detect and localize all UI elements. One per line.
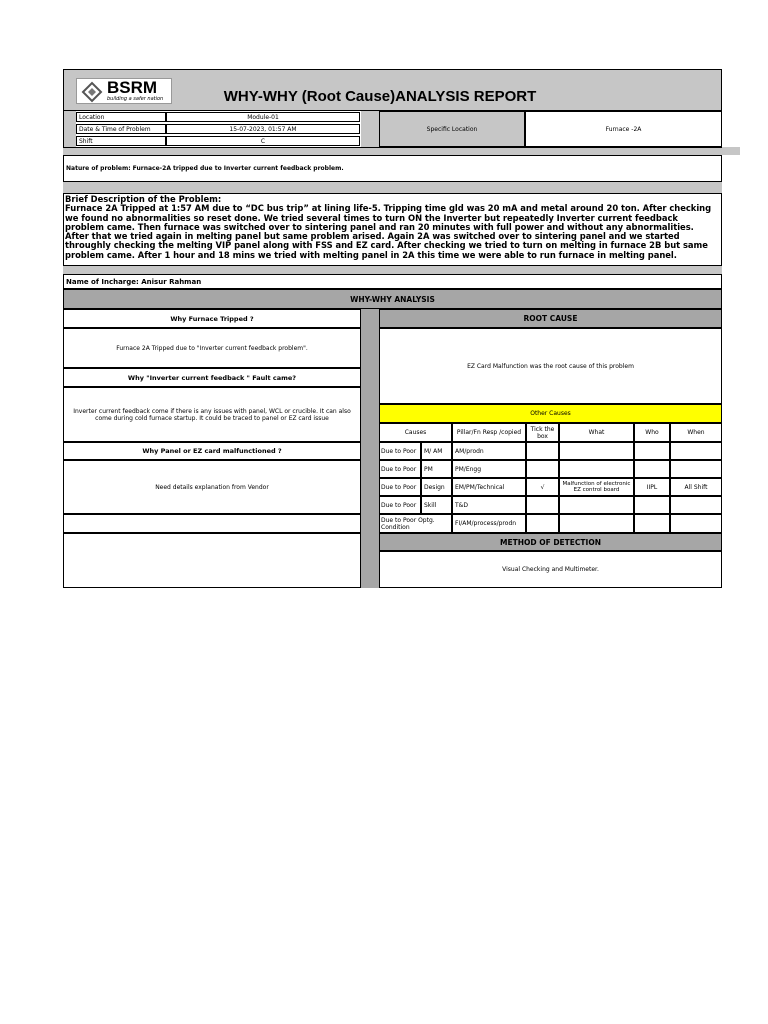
root-cause-title: ROOT CAUSE <box>379 309 722 328</box>
info-spacer <box>361 111 379 147</box>
cause-row-2-who <box>634 460 670 478</box>
gap-band <box>63 148 722 155</box>
cause-row-5-a: Due to Poor Optg. Condition <box>379 514 452 533</box>
cause-row-1-what <box>559 442 634 460</box>
method-text: Visual Checking and Multimeter. <box>379 551 722 588</box>
cause-row-2-tick[interactable] <box>526 460 559 478</box>
why-answer-1: Furnace 2A Tripped due to "Inverter current feedback problem". <box>63 328 361 368</box>
col-header-causes: Causes <box>379 423 452 442</box>
specific-location-value: Furnace -2A <box>525 111 722 147</box>
location-value: Module-01 <box>166 112 360 122</box>
cause-row-1-b: M/ AM <box>421 442 452 460</box>
cause-row-4-b: Skill <box>421 496 452 514</box>
shift-label: Shift <box>76 136 166 146</box>
cause-row-4-what <box>559 496 634 514</box>
why-why-title: WHY-WHY ANALYSIS <box>63 289 722 309</box>
cause-row-2-a: Due to Poor <box>379 460 421 478</box>
cause-row-3-b: Design <box>421 478 452 496</box>
cause-row-4-pillar: T&D <box>452 496 526 514</box>
gap-band <box>63 266 722 274</box>
brief-heading: Brief Description of the Problem: <box>65 194 222 204</box>
shift-value: C <box>166 136 360 146</box>
brief-text: Furnace 2A Tripped at 1:57 AM due to “DC bus trip” at lining life-5. Tripping time gld was 20 mA and metal around 20 ton. After checking we found no abnormalities so reset done. We tried several times to turn ON the Inverter but repeatedly Inverter current feedback problem came. Then furnace was switched over to sintering panel and ran 20 minutes with full power and without any abnormalities. After that we tried again in melting panel but same problem arised. Again 2A was switched over to sintering panel and we started throughly checking the melting VIP panel along with FSS and EZ card. After checking we tried to turn on melting in furnace 2B but same problem came. After 1 hour and 18 mins we tried with melting panel in 2A this time we were able to run furnace in melting panel. <box>65 203 712 260</box>
cause-row-4-who <box>634 496 670 514</box>
brand-name: BSRM <box>107 78 158 97</box>
info-label-column <box>64 111 76 147</box>
root-cause-text: EZ Card Malfunction was the root cause of this problem <box>379 328 722 404</box>
cause-row-1-a: Due to Poor <box>379 442 421 460</box>
cause-row-4-tick[interactable] <box>526 496 559 514</box>
cause-row-3-a: Due to Poor <box>379 478 421 496</box>
cause-row-5-what <box>559 514 634 533</box>
why-question-2: Why "Inverter current feedback " Fault came? <box>63 368 361 387</box>
cause-row-4-when <box>670 496 722 514</box>
why-empty-row <box>63 514 361 533</box>
gap-band <box>63 182 722 193</box>
col-header-when: When <box>670 423 722 442</box>
cause-row-3-when: All Shift <box>670 478 722 496</box>
cause-row-5-who <box>634 514 670 533</box>
report-title: WHY-WHY (Root Cause)ANALYSIS REPORT <box>223 87 537 105</box>
cause-row-5-when <box>670 514 722 533</box>
brand-tagline: building a safer nation <box>107 96 164 102</box>
cause-row-3-what: Malfunction of electronic EZ control board <box>559 478 634 496</box>
cause-row-2-when <box>670 460 722 478</box>
incharge-name: Name of Incharge: Anisur Rahman <box>63 274 722 289</box>
bsrm-emblem-icon <box>79 80 105 104</box>
cause-row-1-pillar: AM/prodn <box>452 442 526 460</box>
cause-row-2-b: PM <box>421 460 452 478</box>
cause-row-2-what <box>559 460 634 478</box>
cause-row-2-pillar: PM/Engg <box>452 460 526 478</box>
why-question-1: Why Furnace Tripped ? <box>63 309 361 328</box>
method-title: METHOD OF DETECTION <box>379 533 722 551</box>
cause-row-1-when <box>670 442 722 460</box>
cause-row-1-who <box>634 442 670 460</box>
why-question-3: Why Panel or EZ card malfunctioned ? <box>63 442 361 460</box>
col-header-what: What <box>559 423 634 442</box>
cause-row-3-who: IIPL <box>634 478 670 496</box>
cause-row-5-tick[interactable] <box>526 514 559 533</box>
cause-row-5-pillar: FI/AM/process/prodn <box>452 514 526 533</box>
datetime-label: Date & Time of Problem <box>76 124 166 134</box>
col-header-who: Who <box>634 423 670 442</box>
why-answer-3: Need details explanation from Vendor <box>63 460 361 514</box>
why-empty-block <box>63 533 361 588</box>
datetime-value: 15-07-2023, 01:57 AM <box>166 124 360 134</box>
cause-row-3-tick[interactable]: √ <box>526 478 559 496</box>
column-separator <box>361 309 379 588</box>
cause-row-1-tick[interactable] <box>526 442 559 460</box>
col-header-pillar: Pillar/Fn Resp /copied <box>452 423 526 442</box>
nature-of-problem: Nature of problem: Furnace-2A tripped due to Inverter current feedback problem. <box>63 155 722 182</box>
other-causes-title: Other Causes <box>379 404 722 423</box>
info-side-tab <box>722 147 740 155</box>
location-label: Location <box>76 112 166 122</box>
brief-description <box>63 193 722 266</box>
company-logo <box>76 78 172 104</box>
why-answer-2: Inverter current feedback come if there is any issues with panel, WCL or crucible. It can also come during cold furnace startup. It could be traced to panel or EZ card issue <box>63 387 361 442</box>
cause-row-3-pillar: EM/PM/Technical <box>452 478 526 496</box>
specific-location-label: Specific Location <box>379 111 525 147</box>
col-header-tick: Tick the box <box>526 423 559 442</box>
cause-row-4-a: Due to Poor <box>379 496 421 514</box>
